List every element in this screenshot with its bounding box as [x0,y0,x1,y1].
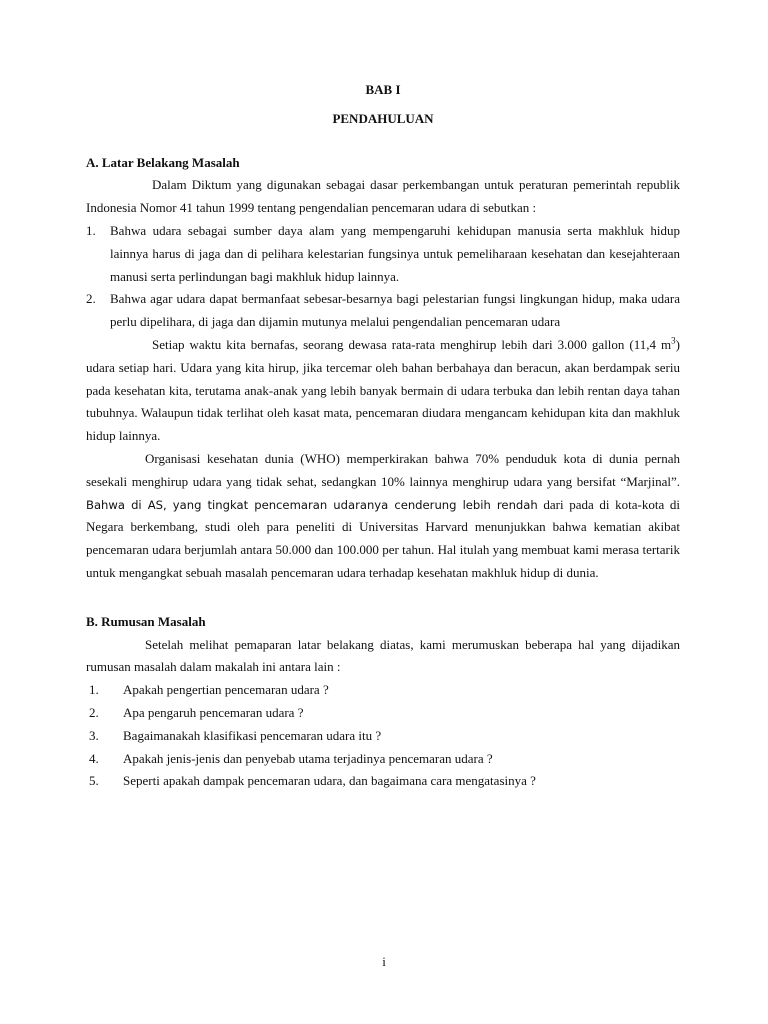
list-item [86,770,680,793]
list-item-text: Apa pengaruh pencemaran udara ? [123,704,304,720]
list-item-number: 4. [89,750,99,766]
section-a-intro: Dalam Diktum yang digunakan sebagai dasar perkembangan untuk peraturan pemerintah republik Indonesia Nomor 41 tahun 1999 tentang pengendalian pencemaran udara di sebutkan : [86,177,680,216]
list-item-number: 5. [89,773,99,789]
list-item [86,288,680,334]
list-item [86,220,680,288]
section-a-paragraph-3 [86,448,680,585]
list-item-number: 1. [86,222,96,238]
section-b-intro: Setelah melihat pemaparan latar belakang diatas, kami merumuskan beberapa hal yang dijadikan rumusan masalah dalam makalah ini antara lain : [86,636,680,675]
list-item-number: 3. [89,727,99,743]
chapter-label: BAB I [365,82,401,97]
paragraph-2-text-a: Setiap waktu kita bernafas, seorang dewasa rata-rata menghirup lebih dari 3.000 gallon (11,4 m [152,336,672,352]
paragraph-3-text-sans: Bahwa di AS, yang tingkat pencemaran udaranya cenderung lebih rendah [86,497,538,512]
section-a-paragraph-2 [86,334,680,448]
list-item-number: 1. [89,682,99,698]
list-item-text: Bagaimanakah klasifikasi pencemaran udara itu ? [123,727,382,743]
list-item [86,679,680,702]
list-item-number: 2. [89,704,99,720]
list-item-text: Apakah pengertian pencemaran udara ? [123,682,329,698]
list-item [86,748,680,771]
superscript: 3 [671,335,676,346]
section-a-list [86,220,680,334]
section-a-heading: A. Latar Belakang Masalah [86,154,240,170]
list-item-text: Seperti apakah dampak pencemaran udara, dan bagaimana cara mengatasinya ? [123,773,536,789]
list-item-text: Apakah jenis-jenis dan penyebab utama terjadinya pencemaran udara ? [123,750,493,766]
section-b-heading: B. Rumusan Masalah [86,613,206,629]
list-item [86,702,680,725]
list-item-number: 2. [86,291,96,307]
paragraph-3-text-a: Organisasi kesehatan dunia (WHO) memperkirakan bahwa 70% penduduk kota di dunia pernah sesekali menghirup udara yang tidak sehat, sedangkan 10% lainnya menghirup udara yang bersifat “Marjinal”. [86,450,680,489]
paragraph-3-text-b: dari pada di kota-kota di Negara berkembang, studi oleh para peneliti di Universitas Harvard menunjukkan bahwa kematian akibat pencemaran udara berjumlah antara 50.000 dan 100.000 per tahun. Hal itulah yang membuat kami merasa tertarik untuk mengangkat sebuah masalah pencemaran udara terhadap kesehatan makhluk hidup di dunia. [86,496,680,580]
list-item-text: Bahwa udara sebagai sumber daya alam yang mempengaruhi kehidupan manusia serta makhluk hidup lainnya harus di jaga dan di pelihara kelestarian fungsinya untuk pemeliharaan kesehatan dan kesejahteraan manusi serta perlindungan bagi makhluk hidup lainnya. [110,222,680,284]
section-b-list [86,679,680,793]
chapter-title: PENDAHULUAN [332,110,434,126]
list-item-text: Bahwa agar udara dapat bermanfaat sebesar-besarnya bagi pelestarian fungsi lingkungan hidup, maka udara perlu dipelihara, di jaga dan dijamin mutunya melalui pengendalian pencemaran udara [110,291,680,330]
list-item [86,725,680,748]
paragraph-2-text-b: ) udara setiap hari. Udara yang kita hirup, jika tercemar oleh bahan berbahaya dan beracun, akan berdampak seriu pada kesehatan kita, terutama anak-anak yang lebih banyak bermain di udara terbuka dan lebih rentan daya tahan tubuhnya. Walaupun tidak terlihat oleh kasat mata, pencemaran diudara mengancam kehidupan kita dan makhluk hidup lainnya. [86,336,680,444]
page-number: i [382,954,386,969]
page-content [86,79,680,793]
